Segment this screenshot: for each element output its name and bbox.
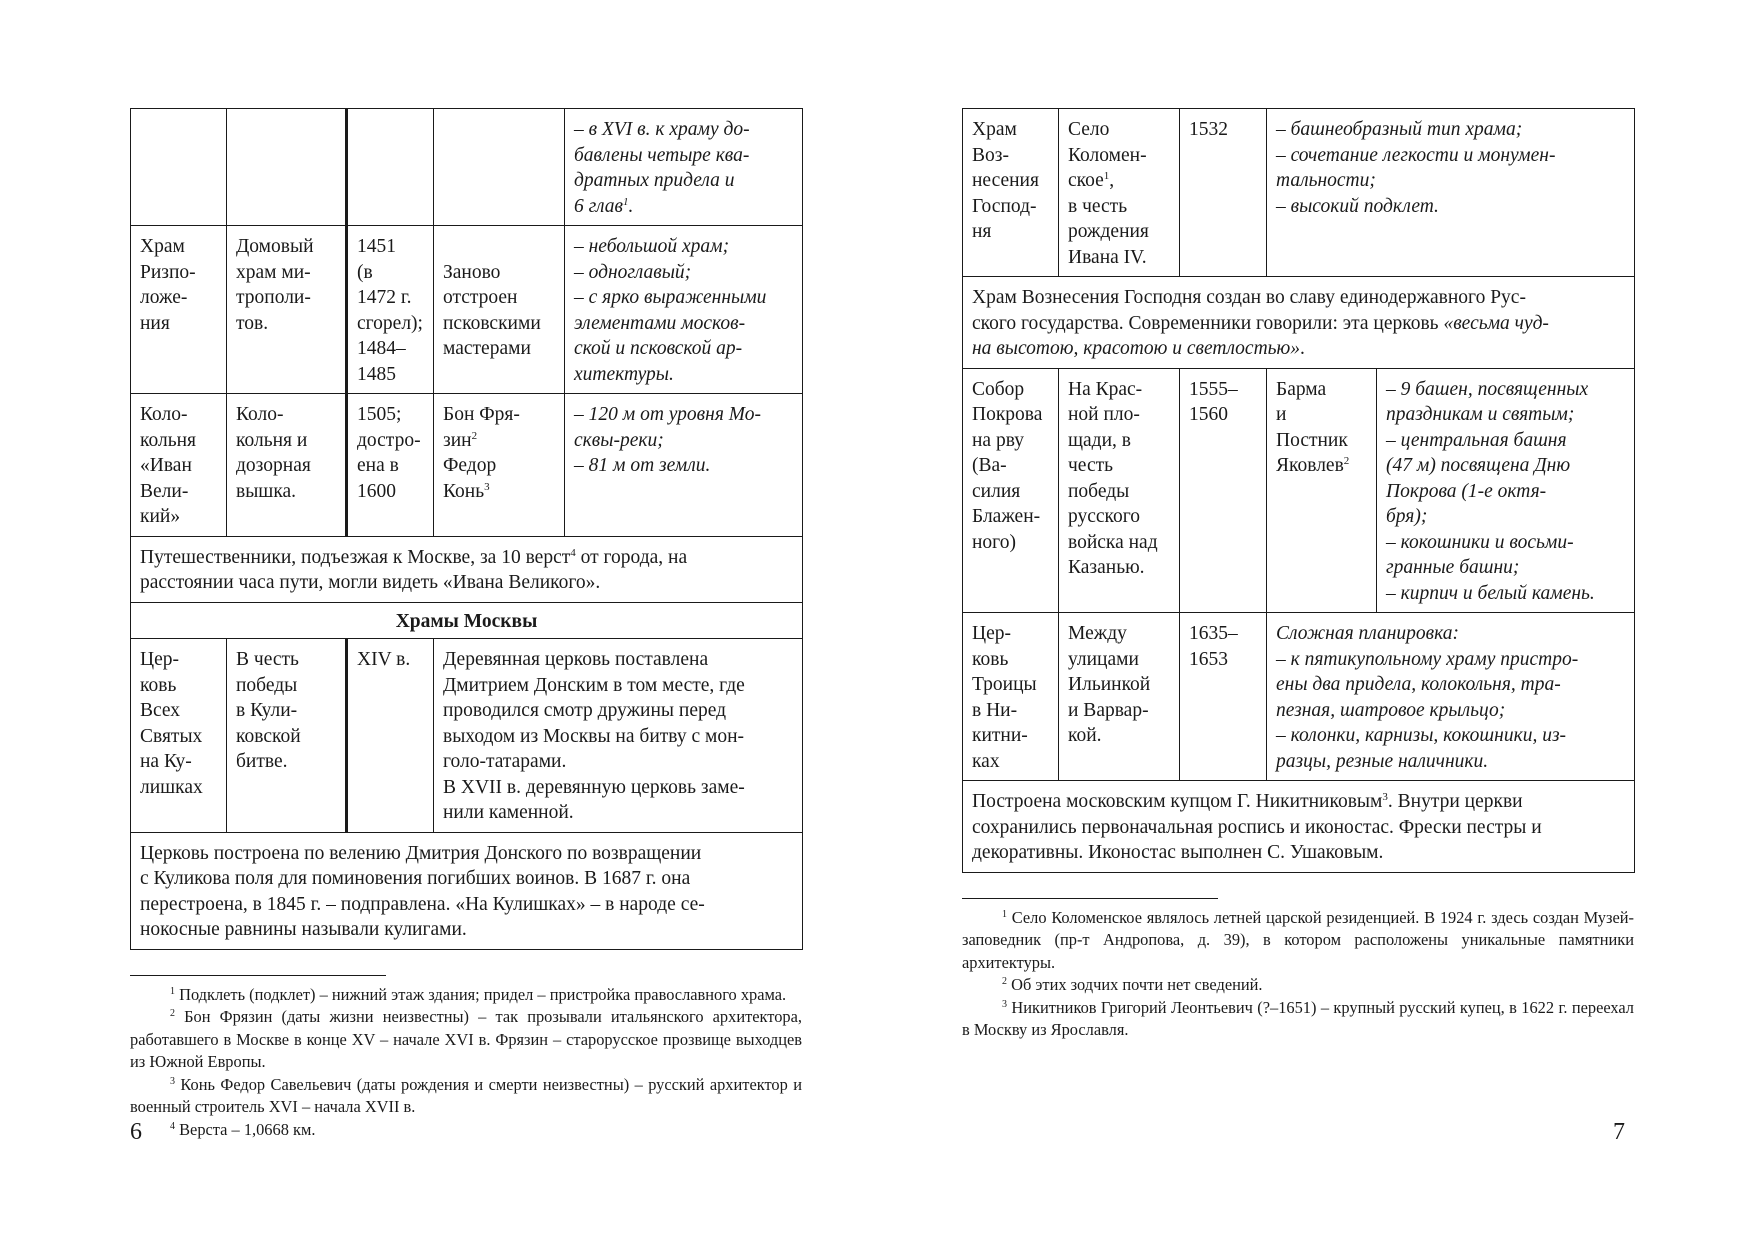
architect-cell: Заново отстроен псковскими мастерами — [434, 226, 565, 394]
left-page — [130, 108, 802, 1141]
footnote-ref: 2 — [1343, 455, 1350, 467]
table-note-row — [131, 832, 803, 949]
features-cell: – башнеобразный тип храма; – сочетание легкости и монумен- тальности; – высокий подклет. — [1267, 109, 1635, 277]
features-cell: Сложная планировка: – к пятикупольному храму пристро- ены два придела, колокольня, тра- пезная, шатровое крыльцо; – колонки, карнизы, кокошники, из- разцы, резные наличники. — [1267, 613, 1635, 781]
date-cell — [347, 109, 434, 226]
location-cell: Коло- кольня и дозорная вышка. — [227, 394, 347, 537]
date-cell: 1532 — [1180, 109, 1267, 277]
name-cell — [131, 109, 227, 226]
table-row — [131, 394, 803, 537]
footnote-ref: 3 — [484, 480, 490, 493]
note-cell: Путешественники, подъезжая к Москве, за 10 верст$^4$ от города, на расстоянии часа пути, могли видеть «Ивана Великого». — [131, 536, 803, 602]
date-cell: 1555– 1560 — [1180, 368, 1267, 613]
name-cell: Цер- ковь Всех Святых на Ку- лишках — [131, 639, 227, 833]
note-cell: Построена московским купцом Г. Никитниковым$^3$. Внутри церкви сохранились первоначальная роспись и иконостас. Фрески пестры и декоративны. Иконостас выполнен С. Ушаковым. — [963, 781, 1635, 873]
left-architecture-table — [130, 108, 803, 950]
table-note-row — [963, 781, 1635, 873]
footnote-ref: 2 — [471, 429, 478, 442]
footnote-ref: 1 — [1103, 170, 1110, 182]
description-cell: Деревянная церковь поставлена Дмитрием Донским в том месте, где проводился смотр дружины перед выходом из Москвы на битву с мон- голо-татарами. В XVII в. деревянную церковь заме- нили каменной. — [434, 639, 803, 833]
location-cell: Домовый храм ми- трополи- тов. — [227, 226, 347, 394]
date-cell: 1505; достро- ена в 1600 — [347, 394, 434, 537]
footnotes — [962, 907, 1634, 1042]
footnote-ref: 1 — [622, 195, 629, 208]
location-cell: Село Коломен- ское$^1$, в честь рождения Ивана IV. — [1059, 109, 1180, 277]
footnote-separator — [130, 975, 386, 976]
right-page — [962, 108, 1634, 1042]
features-cell: – небольшой храм; – одноглавый; – с ярко выраженными элементами москов- ской и псковской ар- хитектуры. — [565, 226, 803, 394]
location-cell: В честь победы в Кули- ковской битве. — [227, 639, 347, 833]
section-heading: Храмы Москвы — [131, 602, 803, 639]
footnote: $^3$ Никитников Григорий Леонтьевич (?–1651) – крупный русский купец, в 1622 г. переехал в Москву из Ярославля. — [962, 997, 1634, 1039]
right-architecture-table — [962, 108, 1635, 873]
footnote: $^4$ Верста – 1,0668 км. — [170, 1119, 316, 1139]
table-row — [131, 226, 803, 394]
footnote: $^2$ Об этих зодчих почти нет сведений. — [1002, 975, 1263, 994]
date-cell: 1451 (в 1472 г. сгорел); 1484– 1485 — [347, 226, 434, 394]
architect-cell: Бон Фря- зин$^2$ Федор Конь$^3$ — [434, 394, 565, 537]
table-note-row — [131, 536, 803, 602]
note-cell: Храм Вознесения Господня создан во славу единодержавного Рус- ского государства. Современники говорили: эта церковь «весьма чуд- на высотою, красотою и светлостью». — [963, 277, 1635, 369]
date-cell: 1635– 1653 — [1180, 613, 1267, 781]
features-cell: – 9 башен, посвященных праздникам и святым; – центральная башня (47 м) посвящена Дню Покрова (1-е октя- бря); – кокошники и восьми- гранные башни; – кирпич и белый камень. — [1377, 368, 1635, 613]
footnotes — [130, 984, 802, 1142]
features-cell: – 120 м от уровня Мо- сквы-реки; – 81 м от земли. — [565, 394, 803, 537]
section-heading-row — [131, 602, 803, 639]
page-number: 7 — [1613, 1119, 1625, 1145]
footnote: $^2$ Бон Фрязин (даты жизни неизвестны) – так прозывали итальянского архитектора, работавшего в Москве в конце XV – начале XVI в. Фрязин – старорусское прозвище выходцев из Южной Европы. — [130, 1007, 802, 1071]
name-cell: Храм Ризпо- ложе- ния — [131, 226, 227, 394]
footnote-ref: 4 — [570, 546, 576, 559]
footnote-ref: 3 — [1382, 791, 1388, 803]
table-note-row — [963, 277, 1635, 369]
footnote: $^3$ Конь Федор Савельевич (даты рождения и смерти неизвестны) – русский архитектор и военный строитель XVI – начала XVII в. — [130, 1074, 802, 1116]
name-cell: Цер- ковь Троицы в Ни- китни- ках — [963, 613, 1059, 781]
footnote-separator — [962, 898, 1218, 899]
architect-cell: Барма и Постник Яковлев$^2$ — [1267, 368, 1377, 613]
table-row — [131, 639, 803, 833]
table-row — [963, 368, 1635, 613]
note-cell: Церковь построена по велению Дмитрия Донского по возвращении с Куликова поля для поминовения погибших воинов. В 1687 г. она перестроена, в 1845 г. – подправлена. «На Кулишках» – в народе се- нокосные равнины называли кулигами. — [131, 832, 803, 949]
date-cell: XIV в. — [347, 639, 434, 833]
page-number: 6 — [130, 1119, 142, 1145]
table-row — [131, 109, 803, 226]
table-row — [963, 109, 1635, 277]
location-cell — [227, 109, 347, 226]
location-cell: Между улицами Ильинкой и Варвар- кой. — [1059, 613, 1180, 781]
architect-cell — [434, 109, 565, 226]
footnote: $^1$ Село Коломенское являлось летней царской резиденцией. В 1924 г. здесь создан Музей-заповедник (пр-т Андропова, д. 39), в котором расположены уникальные памятники архитектуры. — [962, 907, 1634, 972]
name-cell: Собор Покрова на рву (Ва- силия Блажен- ного) — [963, 368, 1059, 613]
features-cell: – в XVI в. к храму до- бавлены четыре ква- дратных придела и 6 глав$^1$. — [565, 109, 803, 226]
footnote: $^1$ Подклеть (подклет) – нижний этаж здания; придел – пристройка православного храма. — [170, 984, 787, 1004]
location-cell: На Крас- ной пло- щади, в честь победы русского войска над Казанью. — [1059, 368, 1180, 613]
name-cell: Храм Воз- несения Господ- ня — [963, 109, 1059, 277]
name-cell: Коло- кольня «Иван Вели- кий» — [131, 394, 227, 537]
table-row — [963, 613, 1635, 781]
